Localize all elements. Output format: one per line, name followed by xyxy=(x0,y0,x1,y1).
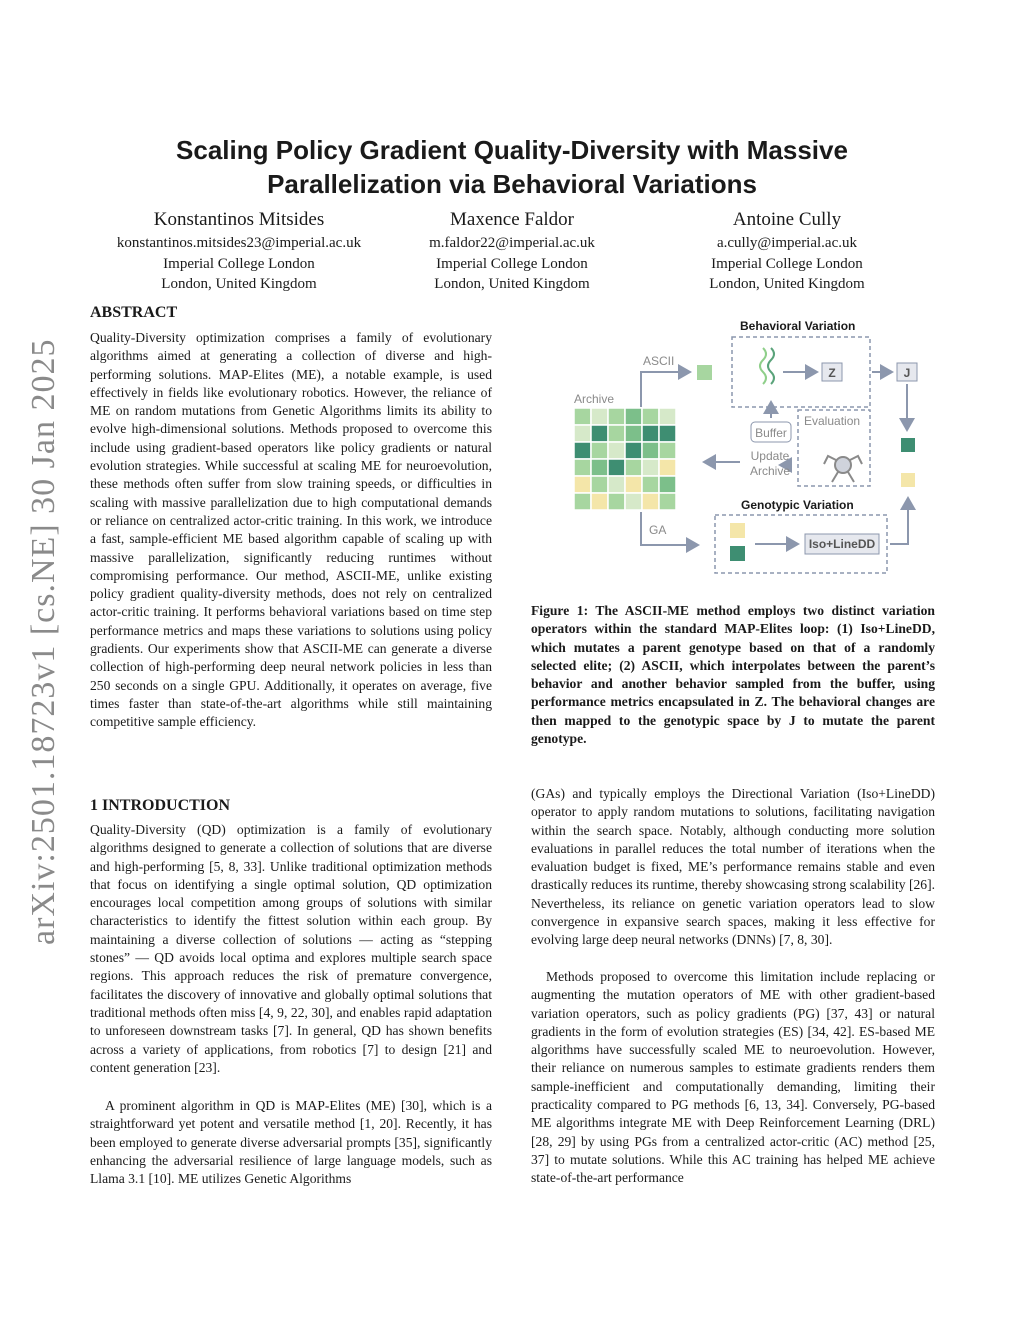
archive-cell xyxy=(625,425,642,442)
archive-cell xyxy=(642,476,659,493)
archive-cell xyxy=(608,476,625,493)
archive-cell xyxy=(591,408,608,425)
archive-cell xyxy=(591,459,608,476)
author-email: a.cully@imperial.ac.uk xyxy=(716,235,857,251)
author-block xyxy=(642,207,932,295)
author-block xyxy=(367,207,657,295)
selected-parent-cell xyxy=(697,365,712,380)
update-label: Update xyxy=(750,449,790,463)
archive-label: Archive xyxy=(574,392,615,406)
behavior-trajectory-icon xyxy=(760,348,774,384)
archive-cell xyxy=(608,408,625,425)
arrow-iso-up xyxy=(890,498,908,544)
author-affiliation: Imperial College London xyxy=(163,255,315,272)
archive-cell xyxy=(608,442,625,459)
author-location: London, United Kingdom xyxy=(434,276,590,292)
figure-1-caption: Figure 1: The ASCII-ME method employs two distinct variation operators within the standard MAP-Elites loop: (1) Iso+LineDD, which mutates a parent genotype based on that of a randomly selected elite; (2) ASCII, which interpolates between the parent’s behavior and another behavior sampled from the buffer, using performance metrics encapsulated in Z. The behavioral changes are then mapped to the genotypic space by J to mutate the parent genotype. xyxy=(531,603,935,747)
author-name: Konstantinos Mitsides xyxy=(153,209,325,230)
offspring-ga-cell xyxy=(901,473,915,487)
genotypic-variation-label: Genotypic Variation xyxy=(741,498,854,512)
author-location: London, United Kingdom xyxy=(161,276,317,292)
archive-cell xyxy=(642,425,659,442)
ga-parent-cell xyxy=(730,523,745,538)
archive-cell xyxy=(659,476,676,493)
ga-label: GA xyxy=(649,523,667,537)
j-label: J xyxy=(903,366,911,380)
archive-cell xyxy=(591,442,608,459)
archive-update-label: Archive xyxy=(749,464,791,478)
archive-cell xyxy=(659,493,676,510)
archive-cell xyxy=(591,493,608,510)
archive-cell xyxy=(659,459,676,476)
paper-title: Scaling Policy Gradient Quality-Diversity with Massive Parallelization via Behavioral Variations xyxy=(176,135,848,199)
archive-cell xyxy=(574,425,591,442)
author-affiliation: Imperial College London xyxy=(436,255,588,272)
archive-cell xyxy=(574,408,591,425)
z-label: Z xyxy=(828,366,836,380)
archive-cell xyxy=(642,493,659,510)
archive-cell xyxy=(625,442,642,459)
archive-cell xyxy=(625,476,642,493)
archive-cell xyxy=(642,442,659,459)
right-paragraph-2-text: Methods proposed to overcome this limitation include replacing or augmenting the mutation operators of ME with other gradient-based variation operators, such as policy gradients (PG) [37, 43] or natural gradients in the form of evolution strategies (ES) [34, 42]. ES-based ME algorithms have successfully scaled ME to neuroevolution. However, their reliance on numerous samples to estimate gradients renders them sample-inefficient and computationally demanding, limiting their practicality compared to PG methods [6, 13, 34]. Conversely, PG-based ME algorithms integrate ME with Deep Reinforcement Learning (DRL) [28, 29] by using PGs from a centralized actor-critic (AC) method [25, 37] to mutate solutions. While this AC training has helped ME achieve state-of-the-art performance xyxy=(531,969,935,1186)
figure-1-diagram xyxy=(560,310,940,585)
intro-paragraph-2 xyxy=(90,1097,492,1188)
archive-cell xyxy=(608,459,625,476)
archive-grid xyxy=(574,408,676,510)
intro-heading: 1 INTRODUCTION xyxy=(90,797,231,814)
ascii-label: ASCII xyxy=(643,354,675,368)
right-paragraph-1: (GAs) and typically employs the Directional Variation (Iso+LineDD) operator to apply random mutations to solutions, facilitating navigation within the search space. Notably, although conducting more solution evaluations in parallel reduces the total number of iterations when the evaluation budget is fixed, ME’s performance remains stable and even drastically reduces its runtime, thereby showcasing strong scalability [26]. Nevertheless, its reliance on genetic variation operators lead to slow convergence in expansive search spaces, making it less effective for evolving large deep neural networks (DNNs) [7, 8, 30]. xyxy=(531,786,935,948)
iso-linedd-label: Iso+LineDD xyxy=(808,537,876,551)
buffer-label: Buffer xyxy=(755,426,787,440)
author-name: Antoine Cully xyxy=(732,209,842,230)
ascii-arrow xyxy=(641,372,690,407)
archive-cell xyxy=(659,442,676,459)
archive-cell xyxy=(659,425,676,442)
archive-cell xyxy=(625,459,642,476)
archive-cell xyxy=(591,425,608,442)
archive-cell xyxy=(591,476,608,493)
evaluation-label: Evaluation xyxy=(804,414,861,428)
archive-cell xyxy=(574,459,591,476)
archive-cell xyxy=(608,493,625,510)
archive-cell xyxy=(659,408,676,425)
archive-cell xyxy=(642,408,659,425)
archive-cell xyxy=(642,459,659,476)
archive-cell xyxy=(625,408,642,425)
offspring-ascii-cell xyxy=(901,438,915,452)
robot-icon xyxy=(824,456,862,482)
archive-cell xyxy=(625,493,642,510)
ga-elite-cell xyxy=(730,546,745,561)
abstract-heading: ABSTRACT xyxy=(90,304,178,321)
intro-paragraph-2-text: A prominent algorithm in QD is MAP-Elites (ME) [30], which is a straightforward yet potent and versatile method [1, 20]. Recently, it has been employed to generate diverse adversarial prompts [35], significantly enhancing the adversarial resilience of large language models, such as Llama 3.1 [10]. ME utilizes Genetic Algorithms xyxy=(90,1098,492,1187)
abstract-text: Quality-Diversity optimization comprises a family of evolutionary algorithms aimed at generating a collection of diverse and high-performing solutions. MAP-Elites (ME), a notable example, is used effectively in fields like evolutionary robotics. However, the reliance of ME on random mutations from Genetic Algorithms limits its ability to evolve high-dimensional solutions. Methods proposed to overcome this include using gradient-based operators like policy gradients or natural evolution strategies. While successful at scaling ME for neuroevolution, these methods often suffer from slow training speeds, or difficulties in scaling with massive parallelization due to high computational demands or reliance on centralized actor-critic training. In this work, we introduce a fast, sample-efficient ME based algorithm capable of scaling up with massive parallelization, significantly reducing runtimes without compromising performance. Our method, ASCII-ME, unlike existing policy gradient quality-diversity methods, does not rely on centralized actor-critic training. It performs behavioral variations based on time step performance metrics and maps these variations to solutions using policy gradients. Our experiments show that ASCII-ME can generate a diverse collection of high-performing deep neural network policies in less than 250 seconds on a single GPU. Additionally, it operates on average, five times faster than state-of-the-art algorithms while still maintaining competitive sample efficiency. xyxy=(90,330,492,730)
author-location: London, United Kingdom xyxy=(709,276,865,292)
author-name: Maxence Faldor xyxy=(450,209,574,230)
author-email: konstantinos.mitsides23@imperial.ac.uk xyxy=(116,235,362,251)
archive-cell xyxy=(574,493,591,510)
behavioral-variation-label: Behavioral Variation xyxy=(740,319,856,333)
author-block xyxy=(94,207,384,295)
archive-cell xyxy=(574,442,591,459)
archive-cell xyxy=(574,476,591,493)
archive-cell xyxy=(608,425,625,442)
author-affiliation: Imperial College London xyxy=(711,255,863,272)
intro-paragraph-1: Quality-Diversity (QD) optimization is a family of evolutionary algorithms designed to generate a collection of solutions that are diverse and high-performing [5, 8, 33]. Unlike traditional optimization methods that focus on identifying a single optimal solution, QD optimization encourages local competition among groups of solutions with similar characteristics to identify the fittest solution within each group. By maintaining a diverse collection of solutions — acting as “stepping stones” — QD avoids local optima and explores multiple search space regions. This approach reduces the risk of premature convergence, facilitates the discovery of innovative and globally optimal solutions that traditional methods often miss [4, 9, 22, 30], and enables rapid adaptation to unforeseen downstream tasks [7]. In general, QD has shown benefits across a variety of applications, from robotics [7] to design [21] and content generation [23]. xyxy=(90,822,492,1075)
author-email: m.faldor22@imperial.ac.uk xyxy=(429,235,595,251)
arxiv-identifier: arXiv:2501.18723v1 [cs.NE] 30 Jan 2025 xyxy=(25,338,62,945)
right-paragraph-2 xyxy=(531,968,935,1188)
